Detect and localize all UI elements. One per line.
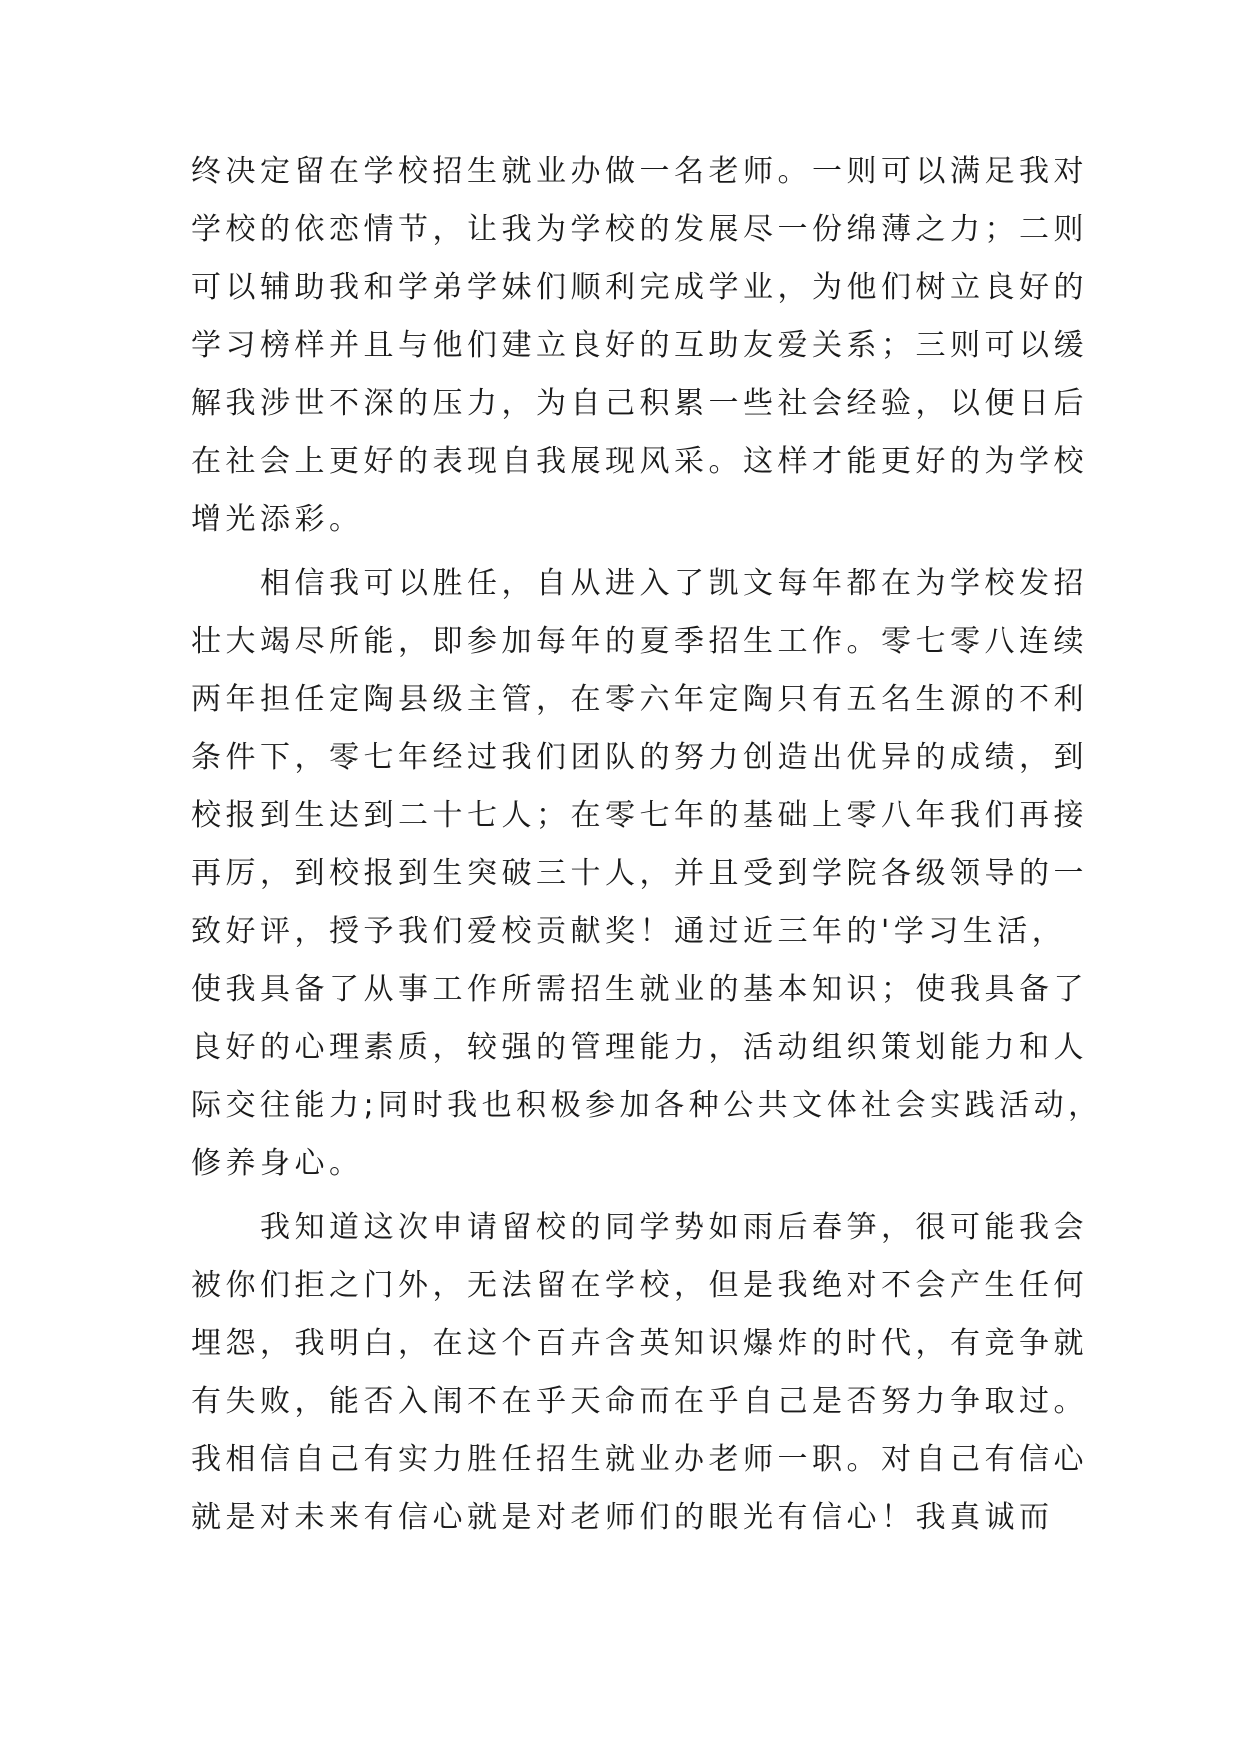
text-line: 良好的心理素质，较强的管理能力，活动组织策划能力和人 bbox=[191, 1030, 1088, 1065]
body-text bbox=[191, 143, 1103, 1547]
text-line: 学校的依恋情节，让我为学校的发展尽一份绵薄之力；二则 bbox=[191, 212, 1088, 247]
text-line: 可以辅助我和学弟学妹们顺利完成学业，为他们树立良好的 bbox=[191, 270, 1088, 305]
text-line: 际交往能力;同时我也积极参加各种公共文体社会实践活动， bbox=[191, 1088, 1103, 1123]
text-line: 两年担任定陶县级主管，在零六年定陶只有五名生源的不利 bbox=[191, 682, 1088, 717]
text-line: 我知道这次申请留校的同学势如雨后春笋，很可能我会 bbox=[260, 1210, 1088, 1245]
paragraph-2 bbox=[191, 555, 1103, 1193]
text-line: 埋怨，我明白，在这个百卉含英知识爆炸的时代，有竞争就 bbox=[191, 1326, 1088, 1361]
text-line: 就是对未来有信心就是对老师们的眼光有信心！我真诚而 bbox=[191, 1500, 1054, 1535]
paragraph-1 bbox=[191, 143, 1088, 549]
text-line: 学习榜样并且与他们建立良好的互助友爱关系；三则可以缓 bbox=[191, 328, 1088, 363]
text-line: 修养身心。 bbox=[191, 1146, 364, 1181]
text-line: 使我具备了从事工作所需招生就业的基本知识；使我具备了 bbox=[191, 972, 1088, 1007]
text-line: 增光添彩。 bbox=[191, 502, 364, 537]
text-line: 相信我可以胜任，自从进入了凯文每年都在为学校发招 bbox=[260, 566, 1088, 601]
text-line: 致好评，授予我们爱校贡献奖！通过近三年的'学习生活， bbox=[191, 914, 1067, 949]
text-line: 有失败，能否入闱不在乎天命而在乎自己是否努力争取过。 bbox=[191, 1384, 1088, 1419]
text-line: 终决定留在学校招生就业办做一名老师。一则可以满足我对 bbox=[191, 154, 1088, 189]
text-line: 在社会上更好的表现自我展现风采。这样才能更好的为学校 bbox=[191, 444, 1088, 479]
text-line: 校报到生达到二十七人；在零七年的基础上零八年我们再接 bbox=[191, 798, 1088, 833]
text-line: 再厉，到校报到生突破三十人，并且受到学院各级领导的一 bbox=[191, 856, 1088, 891]
text-line: 条件下，零七年经过我们团队的努力创造出优异的成绩，到 bbox=[191, 740, 1088, 775]
paragraph-3 bbox=[191, 1199, 1088, 1547]
text-line: 壮大竭尽所能，即参加每年的夏季招生工作。零七零八连续 bbox=[191, 624, 1088, 659]
text-line: 我相信自己有实力胜任招生就业办老师一职。对自己有信心 bbox=[191, 1442, 1088, 1477]
text-line: 解我涉世不深的压力，为自己积累一些社会经验，以便日后 bbox=[191, 386, 1088, 421]
text-line: 被你们拒之门外，无法留在学校，但是我绝对不会产生任何 bbox=[191, 1268, 1088, 1303]
